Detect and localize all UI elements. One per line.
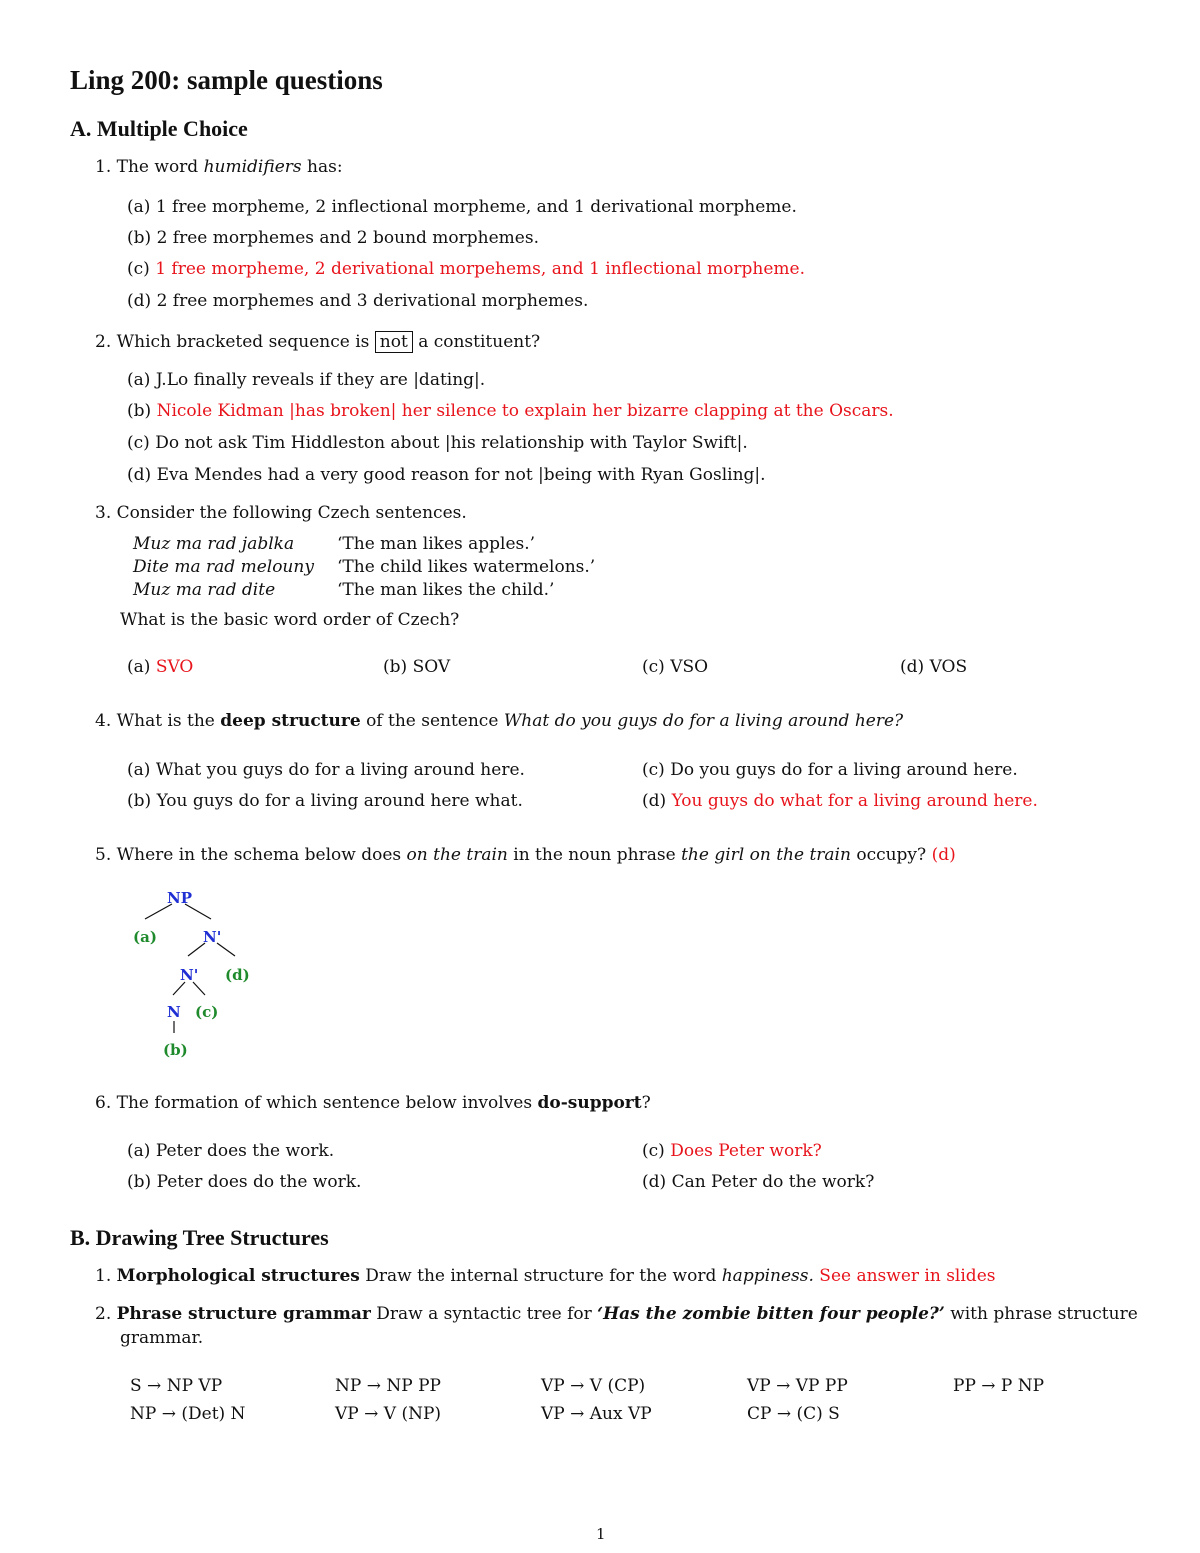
q4-sentence: What do you guys do for a living around here? bbox=[503, 711, 904, 731]
q5-answer: (d) bbox=[931, 845, 956, 865]
q2-option-b bbox=[127, 401, 894, 421]
ps-rule: PP → P NP bbox=[953, 1376, 1045, 1396]
option-label: (c) bbox=[642, 1141, 665, 1161]
option-text-answer: 1 free morpheme, 2 derivational morpehems, and 1 inflectional morpheme. bbox=[155, 259, 805, 279]
option-label: (a) bbox=[127, 197, 151, 217]
question-2 bbox=[95, 332, 540, 352]
q3-number: 3. bbox=[95, 503, 112, 523]
page-title: Ling 200: sample questions bbox=[70, 65, 383, 95]
czech-example-1: Muz ma rad jablka bbox=[133, 534, 295, 554]
option-label: (a) bbox=[127, 370, 151, 390]
q5-pre: Where in the schema below does bbox=[116, 845, 402, 865]
q6-pre: The formation of which sentence below involves bbox=[116, 1093, 533, 1113]
option-label: (c) bbox=[127, 433, 150, 453]
option-text-answer: Nicole Kidman |has broken| her silence to explain her bizarre clapping at the Oscars. bbox=[156, 401, 894, 421]
q2-option-c bbox=[127, 433, 748, 453]
q5-phrase-1: on the train bbox=[406, 845, 508, 865]
q6-bold-term: do-support bbox=[537, 1093, 642, 1113]
option-label: (b) bbox=[127, 1172, 152, 1192]
b2-sentence: ‘Has the zombie bitten four people?’ bbox=[597, 1304, 945, 1324]
q2-pre: Which bracketed sequence is bbox=[116, 332, 370, 352]
b2-number: 2. bbox=[95, 1304, 112, 1324]
option-label: (d) bbox=[642, 1172, 667, 1192]
option-label: (a) bbox=[127, 657, 151, 677]
option-text: VOS bbox=[929, 657, 968, 677]
b1-word: happiness. bbox=[721, 1266, 814, 1286]
ps-rule: VP → V (CP) bbox=[541, 1376, 646, 1396]
b2-post: with phrase structure bbox=[950, 1304, 1138, 1324]
q6-option-b bbox=[127, 1172, 361, 1192]
q2-boxed-word: not bbox=[375, 331, 413, 353]
q5-mid: in the noun phrase bbox=[513, 845, 676, 865]
b2-continuation: grammar. bbox=[120, 1328, 204, 1348]
q2-post: a constituent? bbox=[418, 332, 541, 352]
tree-slot-d: (d) bbox=[225, 966, 250, 984]
option-text: You guys do for a living around here what. bbox=[156, 791, 523, 811]
tree-slot-a: (a) bbox=[133, 928, 157, 946]
q5-phrase-2: the girl on the train bbox=[681, 845, 851, 865]
option-text: Do you guys do for a living around here. bbox=[670, 760, 1018, 780]
option-label: (d) bbox=[900, 657, 925, 677]
czech-example-3: Muz ma rad dite bbox=[133, 580, 276, 600]
option-text-answer: SVO bbox=[155, 657, 194, 677]
option-label: (a) bbox=[127, 760, 151, 780]
q5-number: 5. bbox=[95, 845, 112, 865]
q4-mid: of the sentence bbox=[366, 711, 499, 731]
q6-post: ? bbox=[641, 1093, 651, 1113]
question-5 bbox=[95, 845, 956, 865]
tree-node-nbar-2: N' bbox=[180, 966, 199, 984]
q1-option-d bbox=[127, 291, 588, 311]
option-text: SOV bbox=[412, 657, 451, 677]
q3-prompt: Consider the following Czech sentences. bbox=[116, 503, 467, 523]
q4-option-c bbox=[642, 760, 1018, 780]
option-label: (b) bbox=[127, 791, 152, 811]
question-4 bbox=[95, 711, 903, 731]
ps-rule: VP → V (NP) bbox=[335, 1404, 442, 1424]
q1-option-a bbox=[127, 197, 797, 217]
q2-number: 2. bbox=[95, 332, 112, 352]
czech-example-2: Dite ma rad melouny bbox=[133, 557, 314, 577]
ps-rule: CP → (C) S bbox=[747, 1404, 840, 1424]
option-text: 2 free morphemes and 3 derivational morphemes. bbox=[156, 291, 589, 311]
gloss-3: ‘The man likes the child.’ bbox=[337, 580, 555, 600]
question-3 bbox=[95, 503, 467, 523]
q4-option-a bbox=[127, 760, 525, 780]
tree-slot-b: (b) bbox=[163, 1041, 188, 1059]
gloss-1: ‘The man likes apples.’ bbox=[337, 534, 536, 554]
b1-number: 1. bbox=[95, 1266, 112, 1286]
q3-option-c bbox=[642, 657, 708, 677]
q5-post: occupy? bbox=[856, 845, 927, 865]
option-text: 2 free morphemes and 2 bound morphemes. bbox=[156, 228, 539, 248]
q4-option-b bbox=[127, 791, 523, 811]
option-text: Do not ask Tim Hiddleston about |his relationship with Taylor Swift|. bbox=[155, 433, 748, 453]
q1-pre: The word bbox=[116, 157, 199, 177]
q4-option-d bbox=[642, 791, 1038, 811]
option-text: Eva Mendes had a very good reason for not |being with Ryan Gosling|. bbox=[156, 465, 766, 485]
q2-option-d bbox=[127, 465, 766, 485]
option-label: (b) bbox=[127, 401, 152, 421]
option-label: (c) bbox=[127, 259, 150, 279]
ps-rule: NP → (Det) N bbox=[130, 1404, 246, 1424]
q2-option-a bbox=[127, 370, 485, 390]
option-text: Peter does the work. bbox=[155, 1141, 335, 1161]
q3-option-d bbox=[900, 657, 967, 677]
ps-rule: VP → Aux VP bbox=[541, 1404, 652, 1424]
q1-option-c bbox=[127, 259, 805, 279]
q1-option-b bbox=[127, 228, 539, 248]
option-text: What you guys do for a living around here. bbox=[155, 760, 525, 780]
option-label: (b) bbox=[127, 228, 152, 248]
xbar-tree-schema bbox=[125, 885, 265, 1065]
ps-rule: NP → NP PP bbox=[335, 1376, 441, 1396]
b1-text: Draw the internal structure for the word bbox=[365, 1266, 717, 1286]
q1-post: has: bbox=[307, 157, 343, 177]
option-text: 1 free morpheme, 2 inflectional morpheme, and 1 derivational morpheme. bbox=[155, 197, 797, 217]
b2-bold-title: Phrase structure grammar bbox=[116, 1304, 371, 1324]
option-text-answer: You guys do what for a living around here. bbox=[671, 791, 1038, 811]
page-number: 1 bbox=[596, 1525, 606, 1543]
option-text: VSO bbox=[670, 657, 709, 677]
option-label: (d) bbox=[642, 791, 667, 811]
ps-rule: VP → VP PP bbox=[747, 1376, 848, 1396]
option-label: (a) bbox=[127, 1141, 151, 1161]
q4-bold-term: deep structure bbox=[220, 711, 361, 731]
q6-option-c bbox=[642, 1141, 822, 1161]
q6-number: 6. bbox=[95, 1093, 112, 1113]
option-text: J.Lo finally reveals if they are |dating|. bbox=[155, 370, 486, 390]
q6-option-a bbox=[127, 1141, 334, 1161]
question-b2 bbox=[95, 1304, 1138, 1324]
q1-number: 1. bbox=[95, 157, 112, 177]
tree-slot-c: (c) bbox=[195, 1003, 219, 1021]
option-text: Can Peter do the work? bbox=[671, 1172, 875, 1192]
ps-rule: S → NP VP bbox=[130, 1376, 223, 1396]
option-label: (b) bbox=[383, 657, 408, 677]
b2-text: Draw a syntactic tree for bbox=[376, 1304, 592, 1324]
q4-pre: What is the bbox=[116, 711, 215, 731]
q6-option-d bbox=[642, 1172, 874, 1192]
q1-word: humidifiers bbox=[203, 157, 302, 177]
option-text: Peter does do the work. bbox=[156, 1172, 362, 1192]
b1-answer: See answer in slides bbox=[819, 1266, 996, 1286]
tree-node-nbar-1: N' bbox=[203, 928, 222, 946]
q3-option-b bbox=[383, 657, 450, 677]
q3-question: What is the basic word order of Czech? bbox=[120, 610, 460, 630]
question-6 bbox=[95, 1093, 651, 1113]
gloss-2: ‘The child likes watermelons.’ bbox=[337, 557, 596, 577]
section-a-heading: A. Multiple Choice bbox=[70, 116, 248, 141]
tree-node-np: NP bbox=[167, 889, 192, 907]
option-text-answer: Does Peter work? bbox=[670, 1141, 822, 1161]
q3-option-a bbox=[127, 657, 193, 677]
b1-bold-title: Morphological structures bbox=[116, 1266, 360, 1286]
question-b1 bbox=[95, 1266, 995, 1286]
option-label: (c) bbox=[642, 760, 665, 780]
section-b-heading: B. Drawing Tree Structures bbox=[70, 1225, 329, 1250]
option-label: (d) bbox=[127, 465, 152, 485]
option-label: (d) bbox=[127, 291, 152, 311]
q4-number: 4. bbox=[95, 711, 112, 731]
option-label: (c) bbox=[642, 657, 665, 677]
tree-node-n: N bbox=[167, 1003, 181, 1021]
question-1 bbox=[95, 157, 343, 177]
